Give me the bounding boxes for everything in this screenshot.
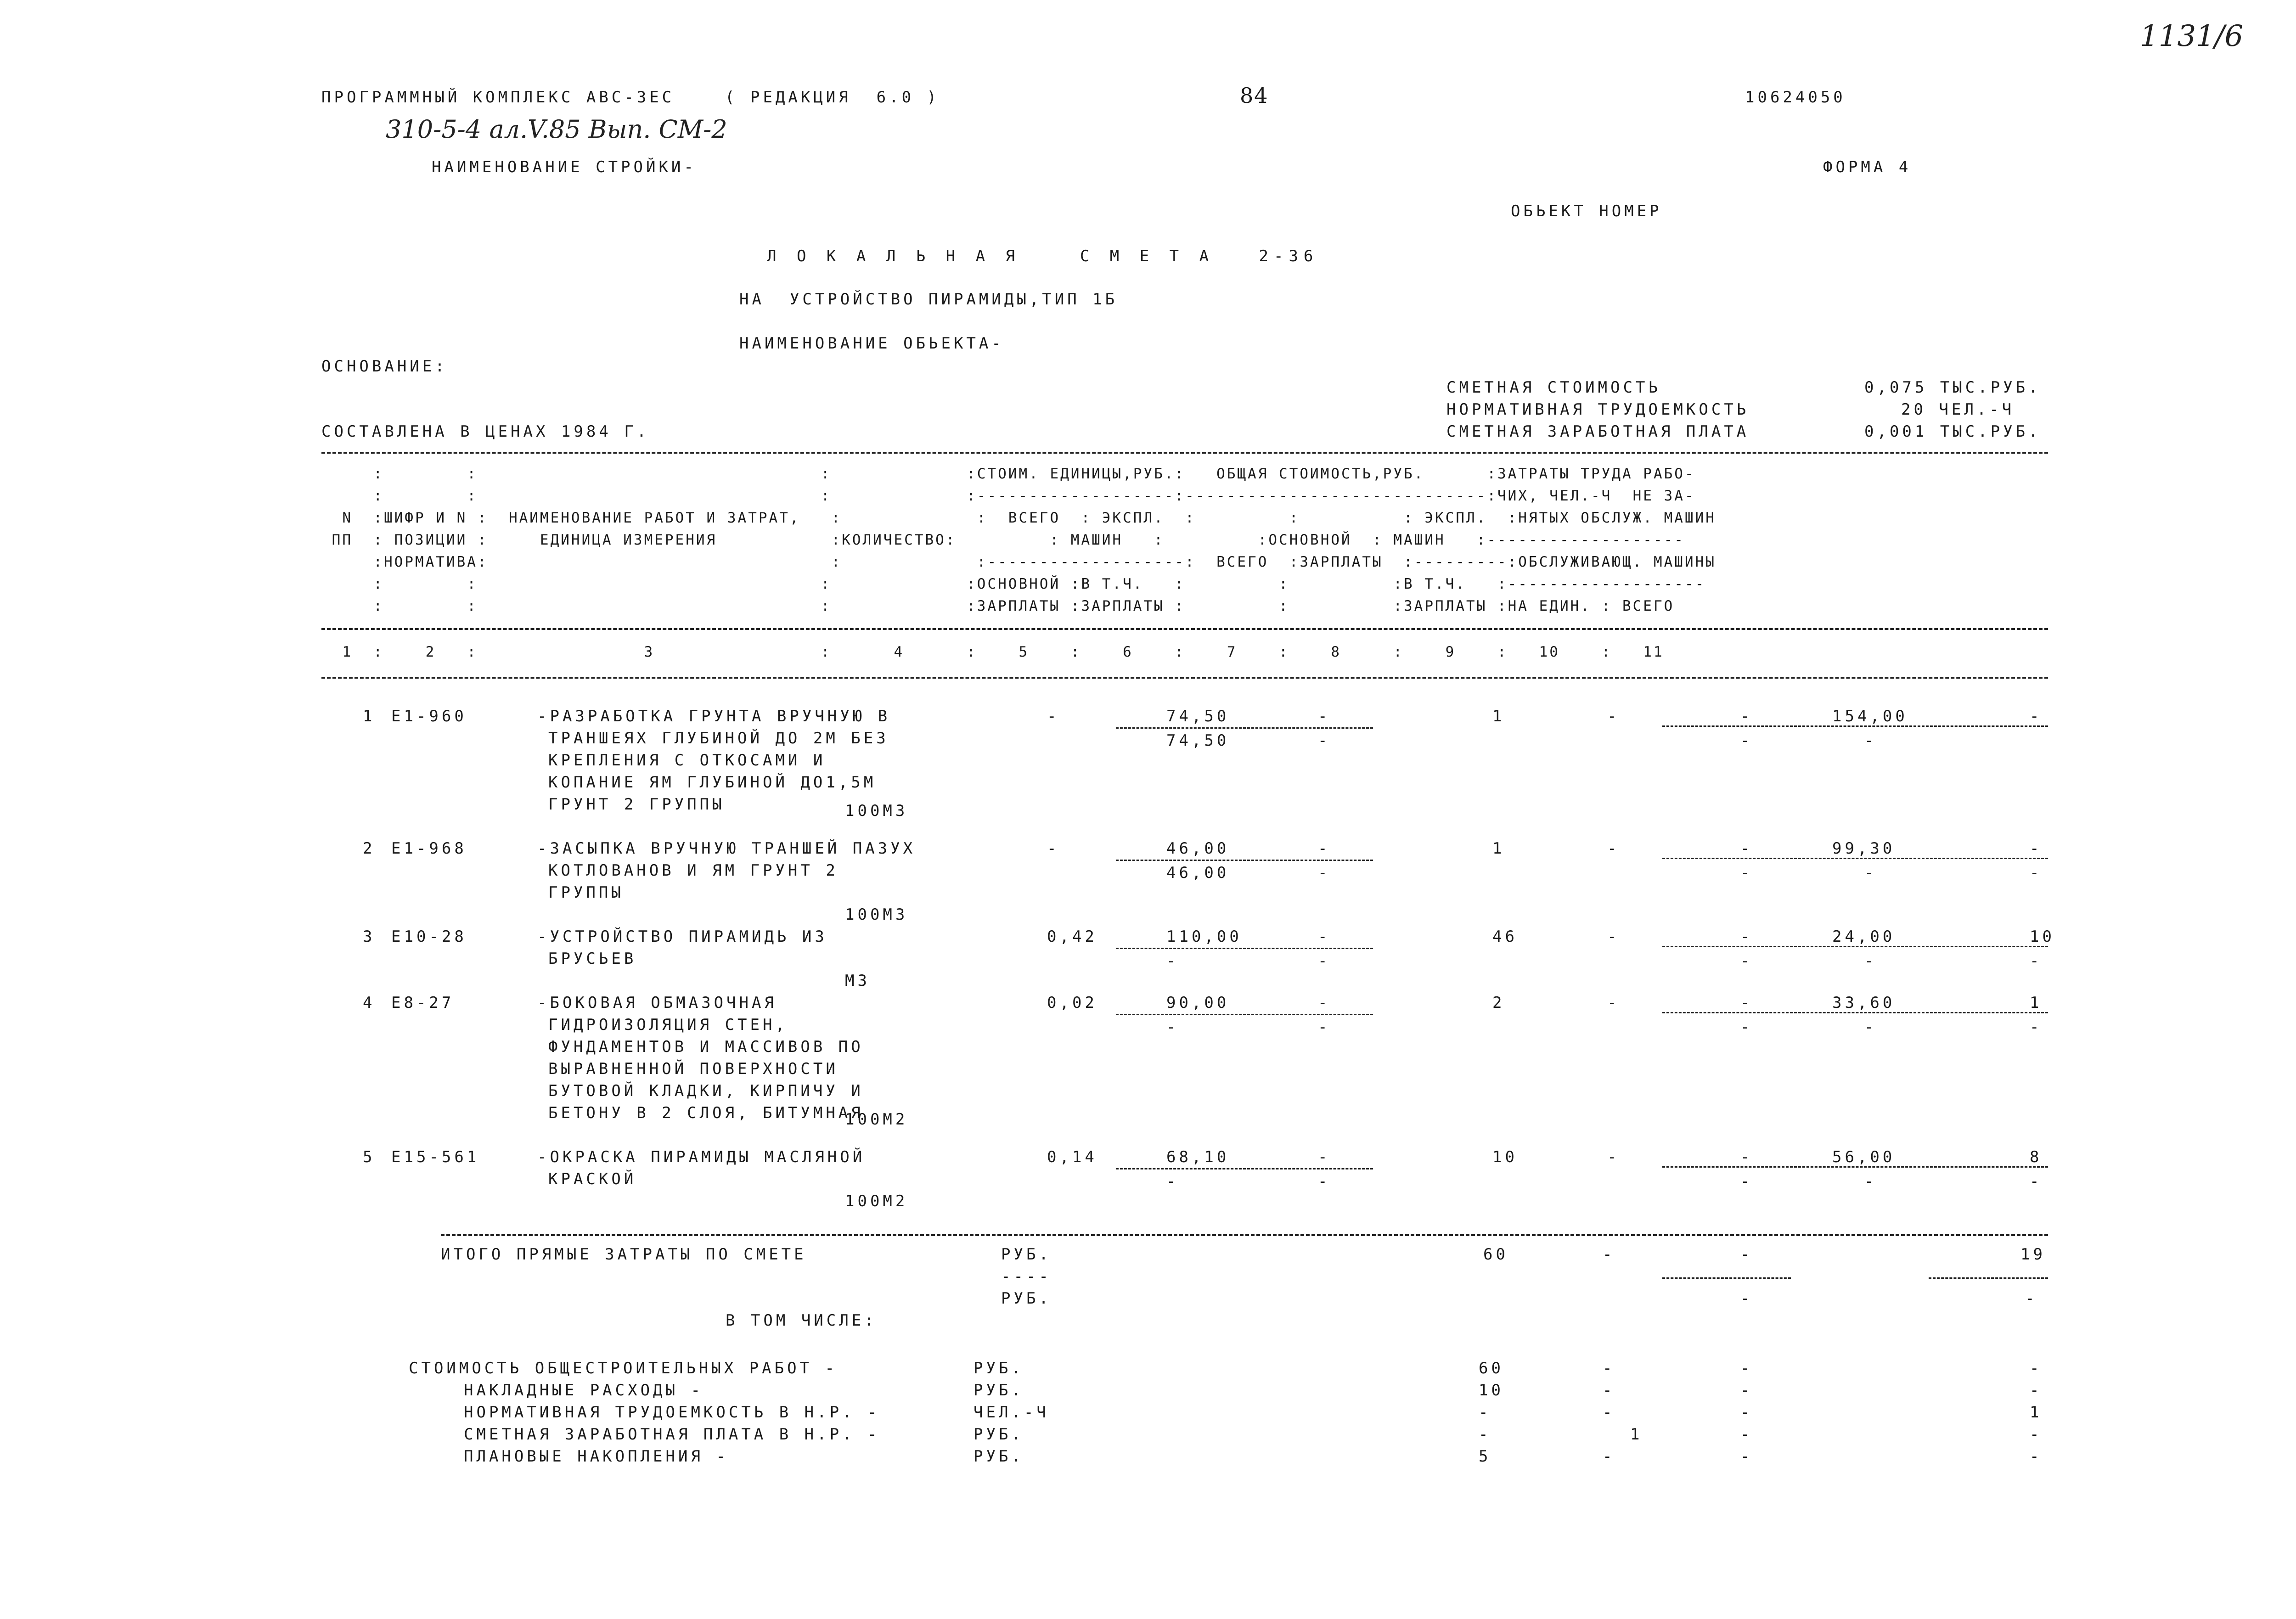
- row-unit-cost-machines: -: [1318, 707, 1331, 725]
- table-header-line: : : : :ОСНОВНОЙ :В Т.Ч. : : :В Т.Ч. :-------------------: [321, 576, 1706, 592]
- program-line: ПРОГРАММНЫЙ КОМПЛЕКС АВС-ЗЕС ( РЕДАКЦИЯ 6.0 ): [321, 88, 940, 107]
- row-total-cost: 46: [1492, 928, 1518, 946]
- breakdown-col11: -: [2030, 1359, 2043, 1377]
- row-unit-cost-wages: 74,50: [1166, 731, 1230, 750]
- summary-wage-value: 0,001 ТЫС.РУБ.: [1864, 422, 2041, 441]
- row-total-machine-wages: -: [1740, 863, 1753, 882]
- header-top-rule: [321, 452, 2048, 454]
- row-description-line: ВЫРАВНЕННОЙ ПОВЕРХНОСТИ: [548, 1060, 838, 1078]
- row-total-divider: [1662, 725, 2048, 727]
- row-total-machine-wages: -: [1740, 1017, 1753, 1036]
- row-unit-cost-wages: -: [1166, 1017, 1179, 1036]
- table-header-line: ПП : ПОЗИЦИИ : ЕДИНИЦА ИЗМЕРЕНИЯ :КОЛИЧЕСТВО: : МАШИН : :ОСНОВНОЙ : МАШИН :-------------------: [321, 532, 1685, 548]
- row-unit-cost-machines: -: [1318, 928, 1331, 946]
- direct-costs-col8: -: [1603, 1245, 1615, 1264]
- row-labor-total: 1: [2030, 994, 2043, 1012]
- row-description-line: КОТЛОВАНОВ И ЯМ ГРУНТ 2: [548, 861, 838, 880]
- breakdown-col9: -: [1740, 1359, 1753, 1377]
- breakdown-unit: ЧЕЛ.-Ч: [974, 1403, 1049, 1422]
- prices-label: СОСТАВЛЕНА В ЦЕНАХ 1984 Г.: [321, 422, 650, 441]
- breakdown-unit: РУБ.: [974, 1381, 1024, 1400]
- row-total-divider: [1662, 946, 2048, 947]
- row-unit-cost-total: 74,50: [1166, 707, 1230, 725]
- row-description-line: БРУСЬЕВ: [548, 950, 637, 968]
- breakdown-col9: -: [1740, 1447, 1753, 1466]
- row-total-wages: -: [1607, 839, 1620, 858]
- row-total-wages: -: [1607, 994, 1620, 1012]
- direct-costs-label: ИТОГО ПРЯМЫЕ ЗАТРАТЫ ПО СМЕТЕ: [441, 1245, 807, 1264]
- breakdown-unit: РУБ.: [974, 1447, 1024, 1466]
- breakdown-col9: -: [1740, 1425, 1753, 1444]
- row-unit-cost-wages: -: [1166, 951, 1179, 970]
- breakdown-total: -: [1479, 1403, 1491, 1422]
- row-code: Е8-27: [391, 994, 455, 1012]
- breakdown-col9: -: [1740, 1403, 1753, 1422]
- row-labor-per-unit-machines: -: [1864, 863, 1877, 882]
- row-labor-per-unit-machines: -: [1864, 1172, 1877, 1191]
- breakdown-unit: РУБ.: [974, 1359, 1024, 1377]
- row-description-line: -БОКОВАЯ ОБМАЗОЧНАЯ: [537, 994, 777, 1012]
- including-label: В ТОМ ЧИСЛЕ:: [726, 1311, 877, 1330]
- direct-costs-col9: -: [1740, 1245, 1753, 1264]
- row-labor-total-machines: -: [2030, 1017, 2043, 1036]
- row-total-divider: [1662, 1012, 2048, 1013]
- breakdown-label: НАКЛАДНЫЕ РАСХОДЫ -: [464, 1381, 703, 1400]
- row-unit-cost-machine-wages: -: [1318, 1172, 1331, 1191]
- breakdown-col11: -: [2030, 1447, 2043, 1466]
- breakdown-total: 10: [1479, 1381, 1504, 1400]
- breakdown-col8: -: [1603, 1403, 1615, 1422]
- row-description-line: КОПАНИЕ ЯМ ГЛУБИНОЙ ДО1,5М: [548, 773, 877, 792]
- object-name-label: НАИМЕНОВАНИЕ ОБЬЕКТА-: [739, 334, 1004, 353]
- row-unit-cost-total: 110,00: [1166, 928, 1242, 946]
- row-cost-divider: [1116, 1014, 1373, 1015]
- estimate-subject: НА УСТРОЙСТВО ПИРАМИДЫ,ТИП 1Б: [739, 290, 1118, 309]
- row-labor-per-unit-machines: -: [1864, 951, 1877, 970]
- summary-cost-value: 0,075 ТЫС.РУБ.: [1864, 378, 2041, 397]
- row-unit-cost-wages: 46,00: [1166, 863, 1230, 882]
- table-header-line: : : : :-------------------:-----------------------------:ЧИХ, ЧЕЛ.-Ч НЕ ЗА-: [321, 488, 1695, 504]
- row-total-machines: -: [1740, 707, 1753, 725]
- row-description-line: БУТОВОЙ КЛАДКИ, КИРПИЧУ И: [548, 1082, 864, 1100]
- row-unit-cost-total: 46,00: [1166, 839, 1230, 858]
- breakdown-label: СМЕТНАЯ ЗАРАБОТНАЯ ПЛАТА В Н.Р. -: [464, 1425, 880, 1444]
- row-labor-total: -: [2030, 839, 2043, 858]
- row-total-cost: 10: [1492, 1148, 1518, 1166]
- column-numbers: 1 : 2 : 3 : 4 : 5 : 6 : 7 : 8 : 9 : 10 : 11: [321, 644, 1664, 660]
- breakdown-label: СТОИМОСТЬ ОБЩЕСТРОИТЕЛЬНЫХ РАБОТ -: [409, 1359, 838, 1377]
- row-description-line: КРЕПЛЕНИЯ С ОТКОСАМИ И: [548, 751, 826, 770]
- row-quantity: 0,02: [1047, 994, 1097, 1012]
- row-description-line: -ЗАСЫПКА ВРУЧНУЮ ТРАНШЕЙ ПАЗУХ: [537, 839, 916, 858]
- row-total-wages: -: [1607, 928, 1620, 946]
- totals-second-col9: -: [1740, 1289, 1753, 1308]
- summary-labor-value: 20 ЧЕЛ.-Ч: [1901, 400, 2015, 419]
- row-labor-per-unit: 33,60: [1832, 994, 1896, 1012]
- row-number: 5: [363, 1148, 376, 1166]
- row-total-wages: -: [1607, 707, 1620, 725]
- breakdown-col8: 1: [1630, 1425, 1643, 1444]
- row-unit: 100М2: [845, 1110, 908, 1129]
- row-labor-total-machines: -: [2030, 863, 2043, 882]
- row-total-machines: -: [1740, 928, 1753, 946]
- breakdown-label: ПЛАНОВЫЕ НАКОПЛЕНИЯ -: [464, 1447, 729, 1466]
- row-labor-per-unit: 24,00: [1832, 928, 1896, 946]
- totals-second-unit: РУБ.: [1001, 1289, 1052, 1308]
- header-mid-rule: [321, 628, 2048, 630]
- row-description-line: ФУНДАМЕНТОВ И МАССИВОВ ПО: [548, 1038, 864, 1056]
- row-quantity: -: [1047, 707, 1060, 725]
- row-unit: 100М3: [845, 905, 908, 924]
- breakdown-total: 60: [1479, 1359, 1504, 1377]
- breakdown-total: -: [1479, 1425, 1491, 1444]
- breakdown-total: 5: [1479, 1447, 1491, 1466]
- row-unit-cost-machines: -: [1318, 839, 1331, 858]
- totals-col11-rule: [1929, 1277, 2048, 1279]
- row-description-line: БЕТОНУ В 2 СЛОЯ, БИТУМНАЯ: [548, 1104, 864, 1122]
- totals-col9-rule: [1662, 1277, 1791, 1279]
- row-total-cost: 1: [1492, 707, 1505, 725]
- row-cost-divider: [1116, 727, 1373, 729]
- row-quantity: -: [1047, 839, 1060, 858]
- breakdown-col11: -: [2030, 1425, 2043, 1444]
- summary-cost-label: СМЕТНАЯ СТОИМОСТЬ: [1446, 378, 1661, 397]
- row-labor-total: -: [2030, 707, 2043, 725]
- row-description-line: -РАЗРАБОТКА ГРУНТА ВРУЧНУЮ В: [537, 707, 891, 725]
- row-labor-total: 10: [2030, 928, 2055, 946]
- form-label: ФОРМА 4: [1823, 158, 1912, 176]
- row-total-cost: 1: [1492, 839, 1505, 858]
- row-unit-cost-total: 68,10: [1166, 1148, 1230, 1166]
- row-unit: 100М2: [845, 1192, 908, 1210]
- row-number: 2: [363, 839, 376, 858]
- row-total-machine-wages: -: [1740, 731, 1753, 750]
- row-unit-cost-machine-wages: -: [1318, 731, 1331, 750]
- breakdown-label: НОРМАТИВНАЯ ТРУДОЕМКОСТЬ В Н.Р. -: [464, 1403, 880, 1422]
- row-total-cost: 2: [1492, 994, 1505, 1012]
- direct-costs-col11: 19: [2020, 1245, 2046, 1264]
- row-code: Е1-960: [391, 707, 467, 725]
- summary-labor-label: НОРМАТИВНАЯ ТРУДОЕМКОСТЬ: [1446, 400, 1750, 419]
- row-labor-per-unit-machines: -: [1864, 1017, 1877, 1036]
- breakdown-unit: РУБ.: [974, 1425, 1024, 1444]
- row-cost-divider: [1116, 1168, 1373, 1169]
- row-description-line: ТРАНШЕЯХ ГЛУБИНОЙ ДО 2М БЕЗ: [548, 729, 889, 748]
- row-total-machine-wages: -: [1740, 951, 1753, 970]
- row-quantity: 0,14: [1047, 1148, 1097, 1166]
- table-header-line: : : : :СТОИМ. ЕДИНИЦЫ,РУБ.: ОБЩАЯ СТОИМОСТЬ,РУБ. :ЗАТРАТЫ ТРУДА РАБО-: [321, 466, 1695, 482]
- row-code: Е1-968: [391, 839, 467, 858]
- row-description-line: ГРУНТ 2 ГРУППЫ: [548, 795, 725, 814]
- row-labor-per-unit: 154,00: [1832, 707, 1908, 725]
- row-labor-total: 8: [2030, 1148, 2043, 1166]
- row-total-machine-wages: -: [1740, 1172, 1753, 1191]
- row-total-machines: -: [1740, 994, 1753, 1012]
- row-unit-cost-machines: -: [1318, 994, 1331, 1012]
- totals-second-col11: -: [2025, 1289, 2038, 1308]
- row-total-machines: -: [1740, 1148, 1753, 1166]
- row-labor-per-unit: 56,00: [1832, 1148, 1896, 1166]
- table-header-line: N :ШИФР И N : НАИМЕНОВАНИЕ РАБОТ И ЗАТРАТ, : : ВСЕГО : ЭКСПЛ. : : : ЭКСПЛ. :НЯТЫХ ОБСЛУЖ. МАШИН: [321, 510, 1716, 526]
- row-unit-cost-machine-wages: -: [1318, 951, 1331, 970]
- row-labor-total-machines: -: [2030, 1172, 2043, 1191]
- row-total-machines: -: [1740, 839, 1753, 858]
- row-unit-cost-wages: -: [1166, 1172, 1179, 1191]
- row-number: 1: [363, 707, 376, 725]
- row-cost-divider: [1116, 860, 1373, 861]
- breakdown-col8: -: [1603, 1381, 1615, 1400]
- row-number: 4: [363, 994, 376, 1012]
- row-description-line: -ОКРАСКА ПИРАМИДЫ МАСЛЯНОЙ: [537, 1148, 866, 1166]
- breakdown-col8: -: [1603, 1447, 1615, 1466]
- row-unit-cost-total: 90,00: [1166, 994, 1230, 1012]
- row-total-wages: -: [1607, 1148, 1620, 1166]
- breakdown-col9: -: [1740, 1381, 1753, 1400]
- row-code: Е15-561: [391, 1148, 480, 1166]
- row-description-line: ГИДРОИЗОЛЯЦИЯ СТЕН,: [548, 1016, 788, 1034]
- row-total-divider: [1662, 1166, 2048, 1168]
- row-code: Е10-28: [391, 928, 467, 946]
- breakdown-col11: 1: [2030, 1403, 2043, 1422]
- row-description-line: ГРУППЫ: [548, 883, 624, 902]
- summary-wage-label: СМЕТНАЯ ЗАРАБОТНАЯ ПЛАТА: [1446, 422, 1750, 441]
- row-description-line: КРАСКОЙ: [548, 1170, 637, 1188]
- header-bottom-rule: [321, 677, 2048, 679]
- direct-costs-total: 60: [1483, 1245, 1508, 1264]
- breakdown-col11: -: [2030, 1381, 2043, 1400]
- row-labor-total-machines: -: [2030, 951, 2043, 970]
- row-unit-cost-machines: -: [1318, 1148, 1331, 1166]
- row-description-line: -УСТРОЙСТВО ПИРАМИДЬ ИЗ: [537, 928, 827, 946]
- row-labor-per-unit: 99,30: [1832, 839, 1896, 858]
- row-quantity: 0,42: [1047, 928, 1097, 946]
- object-number-label: ОБЬЕКТ НОМЕР: [1511, 202, 1662, 220]
- direct-costs-unit: РУБ.: [1001, 1245, 1052, 1264]
- row-total-divider: [1662, 858, 2048, 859]
- table-header-line: : : : :ЗАРПЛАТЫ :ЗАРПЛАТЫ : : :ЗАРПЛАТЫ :НА ЕДИН. : ВСЕГО: [321, 598, 1675, 614]
- construction-name-label: НАИМЕНОВАНИЕ СТРОЙКИ-: [432, 158, 697, 176]
- row-unit-cost-machine-wages: -: [1318, 1017, 1331, 1036]
- table-header-line: :НОРМАТИВА: : :-------------------: ВСЕГО :ЗАРПЛАТЫ :---------:ОБСЛУЖИВАЮЩ. МАШИНЫ: [321, 554, 1716, 570]
- document-code: 10624050: [1745, 88, 1846, 107]
- page-number: 84: [1240, 83, 1269, 108]
- handwritten-reference: 310-5-4 ал.V.85 Вып. СМ-2: [386, 115, 727, 144]
- row-unit: 100М3: [845, 802, 908, 821]
- totals-rule: [441, 1234, 2048, 1236]
- row-labor-per-unit-machines: -: [1864, 731, 1877, 750]
- totals-unit-dashes: ----: [1001, 1267, 1052, 1286]
- row-unit-cost-machine-wages: -: [1318, 863, 1331, 882]
- estimate-heading: Л О К А Л Ь Н А Я С М Е Т А 2-36: [767, 247, 1319, 265]
- archive-stamp: 1131/6: [2140, 19, 2244, 53]
- row-cost-divider: [1116, 948, 1373, 949]
- basis-label: ОСНОВАНИЕ:: [321, 357, 448, 376]
- row-unit: М3: [845, 972, 870, 990]
- row-number: 3: [363, 928, 376, 946]
- breakdown-col8: -: [1603, 1359, 1615, 1377]
